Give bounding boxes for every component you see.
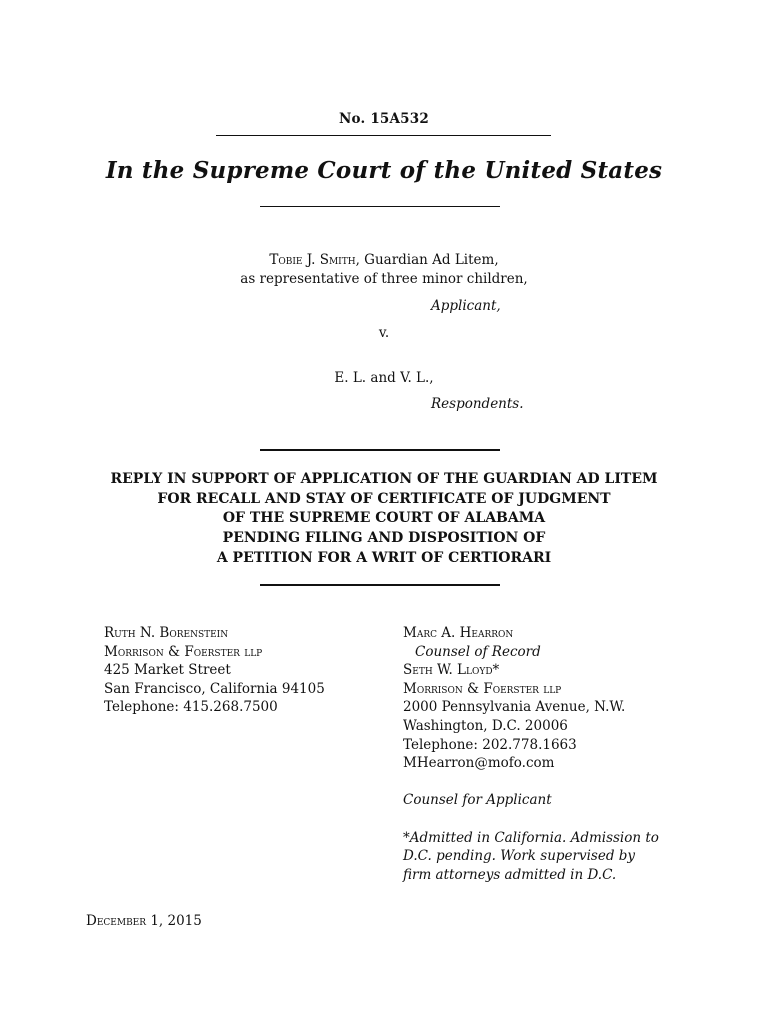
title-bottom-rule [260,584,500,586]
respondents-label: Respondents. [431,396,524,412]
docket-number: No. 15A532 [339,111,429,127]
counsel-of-record-label: Counsel of Record [415,643,541,660]
counsel-of-record-name: Marc A. Hearron [403,625,514,641]
title-line: A PETITION FOR A WRIT OF CERTIORARI [216,549,552,566]
counsel-name: Ruth N. Borenstein [104,625,229,641]
counsel-name: Seth W. Lloyd* [403,662,500,679]
spacer [403,810,659,829]
admission-note-line: D.C. pending. Work supervised by [403,848,636,865]
title-line: PENDING FILING AND DISPOSITION OF [222,530,546,547]
title-line: OF THE SUPREME COURT OF ALABAMA [222,510,546,527]
street-address: 425 Market Street [104,662,231,679]
admission-note-line: *Admitted in California. Admission to [403,829,659,846]
firm-name: Morrison & Foerster llp [104,643,263,660]
docket-rule [216,135,551,136]
document-title [0,470,768,569]
city-address: San Francisco, California 94105 [104,680,325,697]
applicant-name: Tobie J. Smith [269,252,356,268]
applicant-label: Applicant, [431,298,501,314]
right-counsel-block [403,624,659,884]
counsel-for-label: Counsel for Applicant [403,792,552,809]
filing-date: December 1, 2015 [86,913,202,929]
respondents-names: E. L. and V. L., [334,370,434,386]
admission-note-line: firm attorneys admitted in D.C. [403,866,617,883]
email-address: MHearron@mofo.com [403,755,555,772]
firm-name: Morrison & Foerster llp [403,680,562,697]
title-line: REPLY IN SUPPORT OF APPLICATION OF THE GUARDIAN AD LITEM [110,471,658,487]
applicant-description: as representative of three minor children, [240,271,528,287]
title-top-rule [260,449,500,451]
court-rule [260,206,500,207]
applicant-role: , Guardian Ad Litem, [355,252,499,268]
applicant-line [0,250,768,270]
spacer [403,773,659,792]
city-address: Washington, D.C. 20006 [403,717,568,734]
telephone: Telephone: 202.778.1663 [403,736,577,753]
street-address: 2000 Pennsylvania Avenue, N.W. [403,699,626,716]
versus: v. [378,325,390,341]
title-line: FOR RECALL AND STAY OF CERTIFICATE OF JUDGMENT [157,490,611,507]
left-counsel-block [104,624,325,717]
telephone: Telephone: 415.268.7500 [104,699,278,716]
court-name: In the Supreme Court of the United States [105,157,663,184]
